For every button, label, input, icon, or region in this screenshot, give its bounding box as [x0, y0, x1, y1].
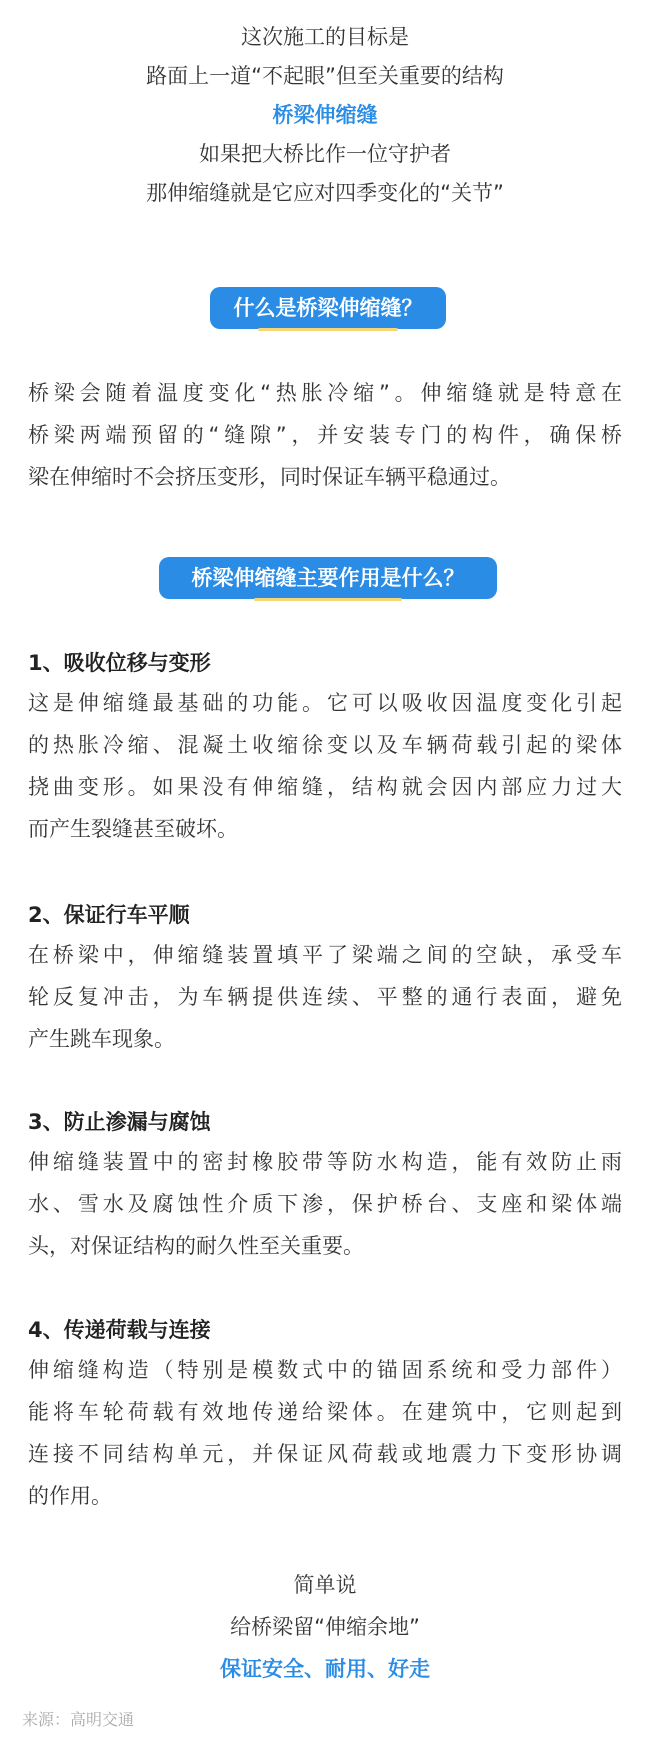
intro-line-2: 路面上一道“不起眼”但至关重要的结构 [146, 64, 504, 88]
paragraph-line: 的作用。 [28, 1484, 112, 1508]
intro-highlight: 桥梁伸缩缝 [272, 103, 378, 127]
paragraph-line: 水、雪水及腐蚀性介质下渗，保护桥台、支座和梁体端 [28, 1192, 622, 1216]
section1-paragraph [28, 372, 622, 498]
paragraph-line: 能将车轮荷载有效地传递给梁体。在建筑中，它则起到 [28, 1400, 622, 1424]
paragraph-line: 这是伸缩缝最基础的功能。它可以吸收因温度变化引起 [28, 691, 622, 715]
paragraph-line: 头，对保证结构的耐久性至关重要。 [28, 1234, 364, 1258]
intro-line-4: 如果把大桥比作一位守护者 [199, 142, 451, 166]
paragraph-line: 的热胀冷缩、混凝土收缩徐变以及车辆荷载引起的梁体 [28, 733, 622, 757]
outro-line-1: 简单说 [293, 1573, 357, 1597]
paragraph-line: 梁在伸缩时不会挤压变形，同时保证车辆平稳通过。 [28, 465, 511, 489]
item-paragraph-3 [28, 1141, 622, 1267]
intro-line-5: 那伸缩缝就是它应对四季变化的“关节” [146, 181, 504, 205]
item-heading-2: 2、保证行车平顺 [28, 903, 190, 927]
section-title-underline [254, 598, 402, 601]
paragraph-line: 挠曲变形。如果没有伸缩缝，结构就会因内部应力过大 [28, 775, 622, 799]
section-title-functions: 桥梁伸缩缝主要作用是什么？ [159, 557, 497, 599]
source-credit: 来源：高明交通 [22, 1710, 135, 1729]
paragraph-line: 桥梁会随着温度变化“热胀冷缩”。伸缩缝就是特意在 [28, 381, 622, 405]
outro-highlight: 保证安全、耐用、好走 [220, 1657, 430, 1681]
item-heading-3: 3、防止渗漏与腐蚀 [28, 1110, 211, 1134]
section-title-what-is: 什么是桥梁伸缩缝？ [210, 287, 446, 329]
item-paragraph-1 [28, 682, 622, 850]
paragraph-line: 在桥梁中，伸缩缝装置填平了梁端之间的空缺，承受车 [28, 943, 622, 967]
paragraph-line: 轮反复冲击，为车辆提供连续、平整的通行表面，避免 [28, 985, 622, 1009]
paragraph-line: 桥梁两端预留的“缝隙”，并安装专门的构件，确保桥 [28, 423, 622, 447]
paragraph-line: 连接不同结构单元，并保证风荷载或地震力下变形协调 [28, 1442, 622, 1466]
item-heading-1: 1、吸收位移与变形 [28, 651, 211, 675]
item-paragraph-2 [28, 934, 622, 1060]
item-heading-4: 4、传递荷载与连接 [28, 1318, 211, 1342]
intro-line-1: 这次施工的目标是 [241, 25, 409, 49]
paragraph-line: 而产生裂缝甚至破坏。 [28, 817, 238, 841]
paragraph-line: 伸缩缝装置中的密封橡胶带等防水构造，能有效防止雨 [28, 1150, 622, 1174]
paragraph-line: 伸缩缝构造（特别是模数式中的锚固系统和受力部件） [28, 1358, 622, 1382]
section-title-underline [258, 328, 398, 331]
outro-line-2: 给桥梁留“伸缩余地” [230, 1615, 420, 1639]
paragraph-line: 产生跳车现象。 [28, 1027, 175, 1051]
item-paragraph-4 [28, 1349, 622, 1517]
